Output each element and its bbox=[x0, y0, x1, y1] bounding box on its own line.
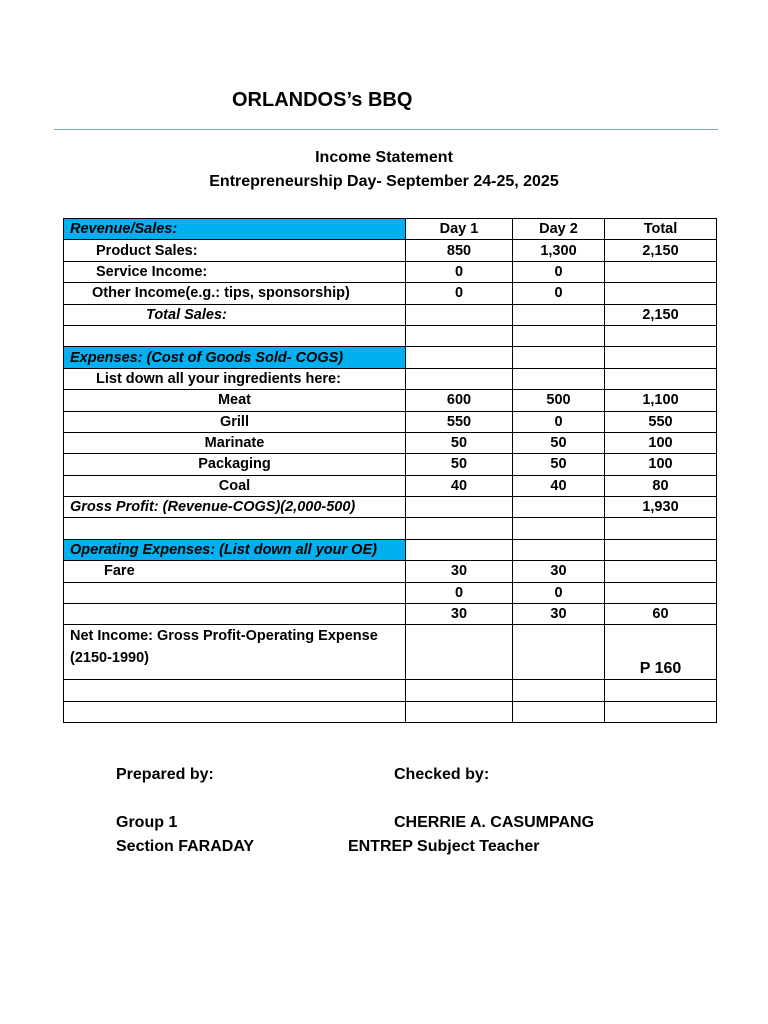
empty-cell bbox=[406, 497, 513, 518]
checked-by-name: CHERRIE A. CASUMPANG bbox=[394, 814, 595, 831]
empty-cell bbox=[406, 347, 513, 368]
ingredient-name: Meat bbox=[64, 390, 406, 411]
blank-row bbox=[64, 701, 717, 722]
opex-day1: 0 bbox=[406, 582, 513, 603]
product-sales-day1: 850 bbox=[406, 240, 513, 261]
blank-row bbox=[64, 680, 717, 701]
empty-cell bbox=[406, 304, 513, 325]
ingredient-name: Marinate bbox=[64, 432, 406, 453]
ingredient-name: Packaging bbox=[64, 454, 406, 475]
opex-total bbox=[605, 561, 717, 582]
ingredient-row bbox=[64, 411, 717, 432]
blank-row bbox=[64, 518, 717, 539]
product-sales-label: Product Sales: bbox=[64, 240, 406, 261]
empty-cell bbox=[513, 304, 605, 325]
empty-cell bbox=[406, 625, 513, 680]
empty-cell bbox=[406, 368, 513, 389]
ingredient-total: 1,100 bbox=[605, 390, 717, 411]
ingredient-name: Coal bbox=[64, 475, 406, 496]
checked-by-label: Checked by: bbox=[394, 766, 490, 783]
ingredient-day1: 50 bbox=[406, 432, 513, 453]
table-row bbox=[64, 304, 717, 325]
total-sales-total: 2,150 bbox=[605, 304, 717, 325]
gross-profit-label: Gross Profit: (Revenue-COGS)(2,000-500) bbox=[64, 497, 406, 518]
opex-name bbox=[64, 604, 406, 625]
empty-cell bbox=[513, 325, 605, 346]
opex-row bbox=[64, 561, 717, 582]
opex-row bbox=[64, 582, 717, 603]
revenue-section-header: Revenue/Sales: bbox=[64, 219, 406, 240]
empty-cell bbox=[513, 497, 605, 518]
empty-cell bbox=[513, 680, 605, 701]
empty-cell bbox=[605, 518, 717, 539]
ingredient-day2: 50 bbox=[513, 454, 605, 475]
table-row bbox=[64, 283, 717, 304]
column-header-day1: Day 1 bbox=[406, 219, 513, 240]
opex-day2: 0 bbox=[513, 582, 605, 603]
checked-by-title: ENTREP Subject Teacher bbox=[348, 838, 540, 855]
opex-day2: 30 bbox=[513, 604, 605, 625]
empty-cell bbox=[513, 368, 605, 389]
header-divider bbox=[54, 129, 718, 130]
service-income-total bbox=[605, 261, 717, 282]
table-row bbox=[64, 497, 717, 518]
service-income-day1: 0 bbox=[406, 261, 513, 282]
empty-cell bbox=[513, 539, 605, 560]
opex-name bbox=[64, 582, 406, 603]
empty-cell bbox=[605, 347, 717, 368]
empty-cell bbox=[406, 680, 513, 701]
ingredient-day2: 40 bbox=[513, 475, 605, 496]
other-income-total bbox=[605, 283, 717, 304]
opex-name: Fare bbox=[64, 561, 406, 582]
ingredient-row bbox=[64, 432, 717, 453]
company-name: ORLANDOS’s BBQ bbox=[232, 89, 413, 111]
empty-cell bbox=[605, 539, 717, 560]
table-row bbox=[64, 347, 717, 368]
ingredient-row bbox=[64, 454, 717, 475]
empty-cell bbox=[64, 518, 406, 539]
opex-row bbox=[64, 604, 717, 625]
prepared-by-name: Group 1 bbox=[116, 814, 178, 831]
ingredient-day1: 50 bbox=[406, 454, 513, 475]
table-header-row bbox=[64, 219, 717, 240]
ingredient-day2: 0 bbox=[513, 411, 605, 432]
table-row bbox=[64, 539, 717, 560]
product-sales-day2: 1,300 bbox=[513, 240, 605, 261]
ingredients-note: List down all your ingredients here: bbox=[64, 368, 406, 389]
opex-total bbox=[605, 582, 717, 603]
other-income-label: Other Income(e.g.: tips, sponsorship) bbox=[64, 283, 406, 304]
empty-cell bbox=[406, 518, 513, 539]
net-income-total: P 160 bbox=[605, 625, 717, 680]
ingredient-day2: 50 bbox=[513, 432, 605, 453]
ingredient-total: 550 bbox=[605, 411, 717, 432]
total-sales-label: Total Sales: bbox=[64, 304, 406, 325]
income-statement-table bbox=[63, 218, 717, 723]
ingredient-row bbox=[64, 475, 717, 496]
ingredient-row bbox=[64, 390, 717, 411]
table-row bbox=[64, 261, 717, 282]
statement-subtitle: Entrepreneurship Day- September 24-25, 2025 bbox=[209, 173, 559, 190]
net-income-label: Net Income: Gross Profit-Operating Expense (2150-1990) bbox=[64, 625, 406, 680]
empty-cell bbox=[513, 518, 605, 539]
gross-profit-total: 1,930 bbox=[605, 497, 717, 518]
table-row bbox=[64, 368, 717, 389]
product-sales-total: 2,150 bbox=[605, 240, 717, 261]
table-row bbox=[64, 240, 717, 261]
ingredient-total: 100 bbox=[605, 432, 717, 453]
empty-cell bbox=[64, 680, 406, 701]
empty-cell bbox=[513, 701, 605, 722]
empty-cell bbox=[406, 701, 513, 722]
empty-cell bbox=[605, 701, 717, 722]
opex-day2: 30 bbox=[513, 561, 605, 582]
opex-day1: 30 bbox=[406, 561, 513, 582]
ingredient-name: Grill bbox=[64, 411, 406, 432]
service-income-day2: 0 bbox=[513, 261, 605, 282]
ingredient-day1: 550 bbox=[406, 411, 513, 432]
empty-cell bbox=[605, 680, 717, 701]
empty-cell bbox=[406, 325, 513, 346]
service-income-label: Service Income: bbox=[64, 261, 406, 282]
opex-total: 60 bbox=[605, 604, 717, 625]
empty-cell bbox=[406, 539, 513, 560]
empty-cell bbox=[605, 368, 717, 389]
other-income-day1: 0 bbox=[406, 283, 513, 304]
empty-cell bbox=[513, 347, 605, 368]
empty-cell bbox=[605, 325, 717, 346]
expenses-section-header: Expenses: (Cost of Goods Sold- COGS) bbox=[64, 347, 406, 368]
ingredient-total: 80 bbox=[605, 475, 717, 496]
prepared-by-section: Section FARADAY bbox=[116, 838, 255, 855]
operating-expenses-section-header: Operating Expenses: (List down all your OE) bbox=[64, 539, 406, 560]
prepared-by-label: Prepared by: bbox=[116, 766, 214, 783]
ingredient-day1: 40 bbox=[406, 475, 513, 496]
empty-cell bbox=[513, 625, 605, 680]
column-header-day2: Day 2 bbox=[513, 219, 605, 240]
opex-day1: 30 bbox=[406, 604, 513, 625]
ingredient-day1: 600 bbox=[406, 390, 513, 411]
statement-title: Income Statement bbox=[315, 149, 453, 166]
net-income-row bbox=[64, 625, 717, 680]
ingredient-total: 100 bbox=[605, 454, 717, 475]
empty-cell bbox=[64, 325, 406, 346]
ingredient-day2: 500 bbox=[513, 390, 605, 411]
other-income-day2: 0 bbox=[513, 283, 605, 304]
blank-row bbox=[64, 325, 717, 346]
empty-cell bbox=[64, 701, 406, 722]
column-header-total: Total bbox=[605, 219, 717, 240]
